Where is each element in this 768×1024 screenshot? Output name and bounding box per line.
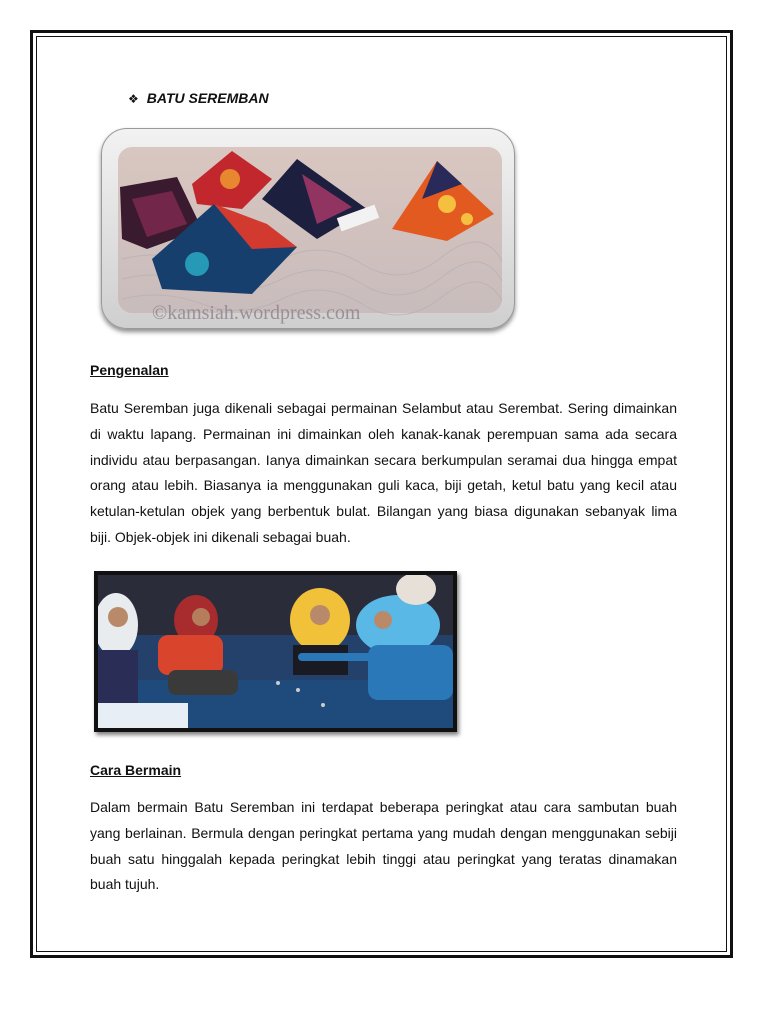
girls-playing-photo [94,571,457,732]
watermark-text: ©kamsiah.wordpress.com [152,302,361,324]
intro-paragraph: Batu Seremban juga dikenali sebagai permainan Selambut atau Serembat. Sering dimainkan di waktu lapang. Permainan ini dimainkan oleh kanak-kanak perempuan sama ada secara individu atau berpasangan. Ianya dimainkan secara berkumpulan seramai dua hingga empat orang atau lebih. Biasanya ia menggunakan guli kaca, biji getah, ketul batu yang kecil atau ketulan-ketulan objek yang berbentuk bulat. Bilangan yang biasa digunakan sebanyak lima biji. Objek-objek ini dikenali sebagai buah. [90,400,677,545]
section-title [128,90,269,106]
heading-pengenalan: Pengenalan [90,362,169,378]
heading-cara-bermain: Cara Bermain [90,762,182,778]
cara-bermain-paragraph: Dalam bermain Batu Seremban ini terdapat beberapa peringkat atau cara sambutan buah yang berlainan. Bermula dengan peringkat pertama yang mudah dengan menggunakan sebiji buah satu hinggalah kepada peringkat lebih tinggi atau peringkat yang teratas dinamakan buah tujuh. [90,799,677,893]
seremban-pouches-photo [101,128,515,329]
section-title-text: BATU SEREMBAN [146,90,269,106]
diamond-bullet-icon: ❖ [128,92,139,106]
